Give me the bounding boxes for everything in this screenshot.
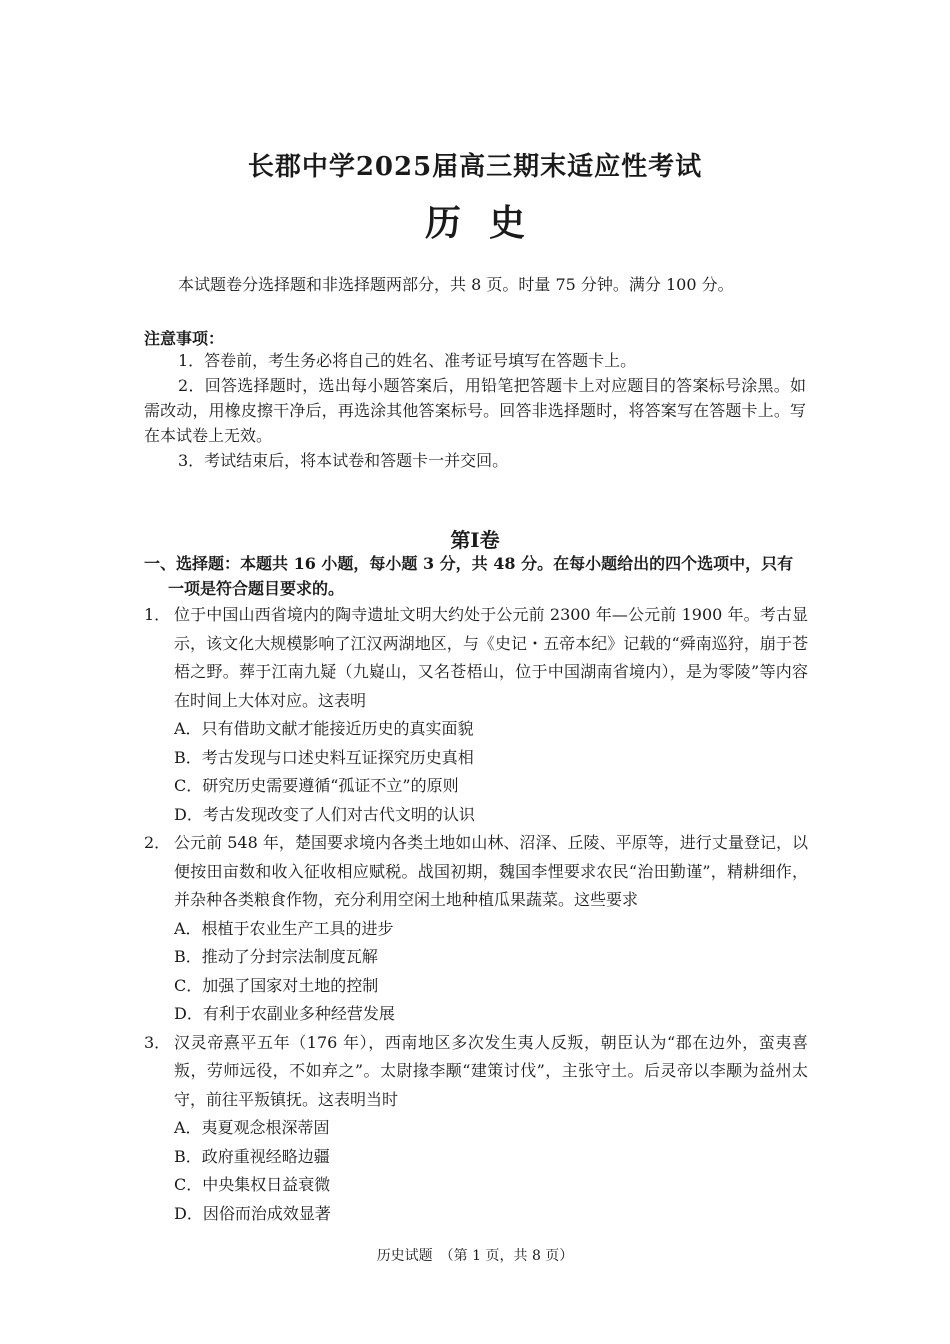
option-a: A．根植于农业生产工具的进步 [174,918,394,938]
instructions-text: 一、选择题：本题共 16 小题，每小题 3 分，共 48 分。在每小题给出的四个选项中，只有一项是符合题目要求的。 [144,554,794,598]
option-d: D．有利于农副业多种经营发展 [174,1004,395,1023]
subject-title: 历史 [424,202,553,244]
question-1 [144,601,808,829]
notice-list [144,348,806,473]
question-number: 2． [144,833,171,852]
option-c: C．研究历史需要遵循“孤证不立”的原则 [174,776,459,795]
exam-intro: 本试题卷分选择题和非选择题两部分，共 8 页。时量 75 分钟。满分 100 分。 [178,275,734,294]
question-2 [144,829,808,1029]
question-list [144,601,808,1228]
option-d: D．考古发现改变了人们对古代文明的认识 [174,804,475,824]
section-instructions [144,551,808,601]
page-footer: 历史试题 （第 1 页，共 8 页） [376,1248,574,1264]
exam-title: 长郡中学2025届高三期末适应性考试 [247,152,703,182]
question-number: 1． [144,605,171,624]
notice-heading: 注意事项： [144,329,225,348]
option-d: D．因俗而治成效显著 [174,1203,331,1223]
notice-item: 2．回答选择题时，选出每小题答案后，用铅笔把答题卡上对应题目的答案标号涂黑。如需改动，用橡皮擦干净后，再选涂其他答案标号。回答非选择题时，将答案写在答题卡上。写在本试卷上无效。 [144,376,806,445]
question-stem: 位于中国山西省境内的陶寺遗址文明大约处于公元前 2300 年—公元前 1900 年。考古显示，该文化大规模影响了江汉两湖地区，与《史记・五帝本纪》记载的“舜南巡狩，崩于苍梧之野。葬于江南九疑（九嶷山，又名苍梧山，位于中国湖南省境内），是为零陵”等内容在时间上大体对应。这表明 [174,605,808,710]
notice-item: 3．考试结束后，将本试卷和答题卡一并交回。 [178,451,509,470]
question-3 [144,1029,808,1229]
question-stem: 公元前 548 年，楚国要求境内各类土地如山林、沼泽、丘陵、平原等，进行丈量登记，以便按田亩数和收入征收相应赋税。战国初期，魏国李悝要求农民“治田勤谨”，精耕细作，并杂种各类粮食作物，充分利用空闲土地种植瓜果蔬菜。这些要求 [174,833,808,909]
option-c: C．中央集权日益衰微 [174,1175,331,1194]
notice-item: 1．答卷前，考生务必将自己的姓名、准考证号填写在答题卡上。 [178,351,637,370]
option-c: C．加强了国家对土地的控制 [174,975,379,995]
option-b: B．考古发现与口述史料互证探究历史真相 [174,747,474,767]
question-number: 3． [144,1032,171,1052]
question-stem: 汉灵帝熹平五年（176 年），西南地区多次发生夷人反叛，朝臣认为“郡在边外，蛮夷喜叛，劳师远役，不如弃之”。太尉掾李颙“建策讨伐”，主张守土。后灵帝以李颙为益州太守，前往平叛镇抚。这表明当时 [174,1032,808,1109]
section-heading: 第Ⅰ卷 [450,528,500,552]
option-a: A．只有借助文献才能接近历史的真实面貌 [174,719,474,738]
option-b: B．推动了分封宗法制度瓦解 [174,947,378,966]
option-a: A．夷夏观念根深蒂固 [174,1118,330,1137]
option-b: B．政府重视经略边疆 [174,1146,330,1166]
